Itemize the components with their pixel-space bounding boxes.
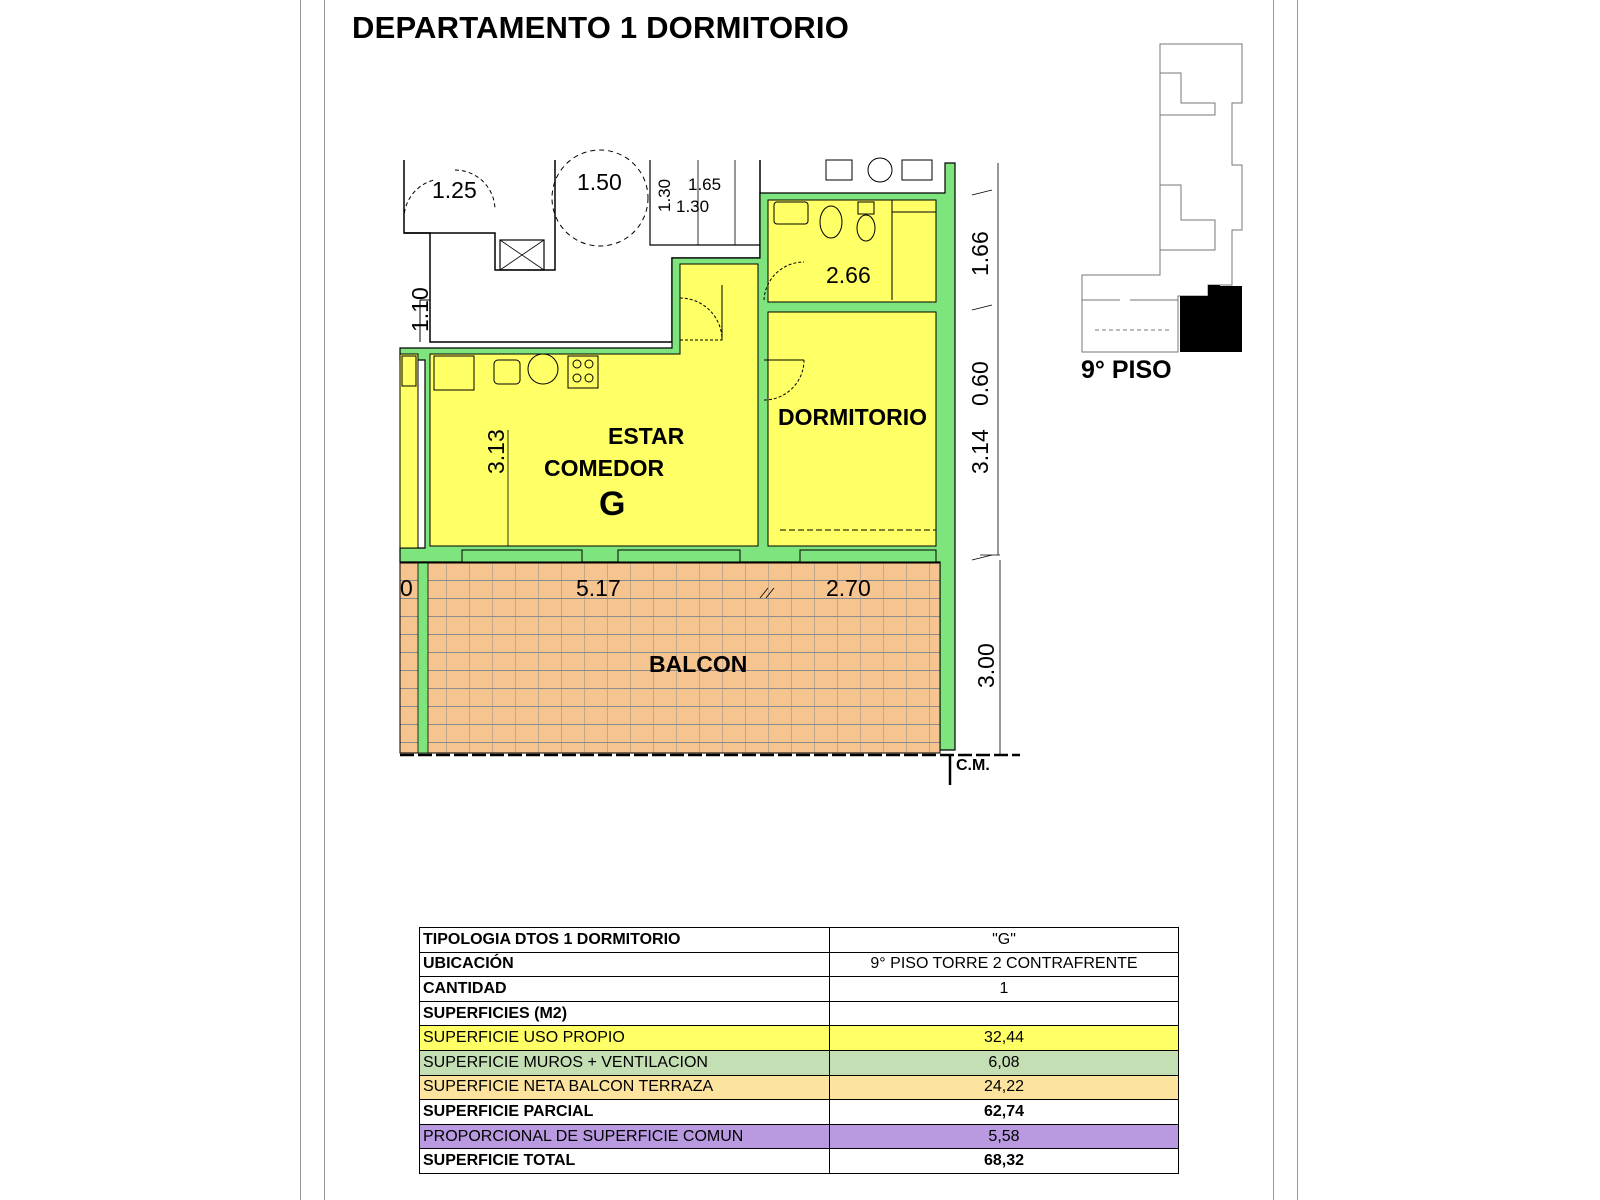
dim-balcon-2: 2.70: [826, 575, 871, 601]
dim-left-1: 1.10: [407, 287, 433, 332]
table-row: [420, 952, 1179, 977]
row-label: SUPERFICIE MUROS + VENTILACION: [420, 1050, 830, 1075]
row-value: 62,74: [830, 1100, 1179, 1125]
dim-top-2: 1.50: [577, 169, 622, 195]
room-label-estar: ESTAR: [608, 423, 685, 449]
dim-balcon-1: 5.17: [576, 575, 621, 601]
row-value: 1: [830, 977, 1179, 1002]
room-label-balcon: BALCON: [649, 651, 748, 677]
row-value: 6,08: [830, 1050, 1179, 1075]
dim-right-3: 3.14: [967, 429, 993, 474]
key-plan-highlight: [1180, 285, 1242, 352]
bano-area-label: 2.66: [826, 262, 871, 288]
table-row: [420, 1124, 1179, 1149]
row-label: TIPOLOGIA DTOS 1 DORMITORIO: [420, 928, 830, 953]
dim-top-3: 1.30: [655, 178, 674, 212]
row-label: PROPORCIONAL DE SUPERFICIE COMUN: [420, 1124, 830, 1149]
surface-table: [419, 927, 1179, 1174]
dim-right-2: 0.60: [967, 361, 993, 406]
cm-label: C.M.: [956, 757, 990, 774]
row-value: [830, 1001, 1179, 1026]
row-label: SUPERFICIE PARCIAL: [420, 1100, 830, 1125]
room-label-comedor: COMEDOR: [544, 455, 665, 481]
dim-estar-height: 3.13: [483, 429, 509, 474]
dim-right-4: 3.00: [973, 643, 999, 688]
row-label: SUPERFICIE TOTAL: [420, 1149, 830, 1174]
table-row: [420, 1075, 1179, 1100]
table-row: [420, 928, 1179, 953]
windows: [462, 550, 936, 562]
row-value: 68,32: [830, 1149, 1179, 1174]
row-value: 5,58: [830, 1124, 1179, 1149]
table-row: [420, 1050, 1179, 1075]
page-title: DEPARTAMENTO 1 DORMITORIO: [352, 10, 850, 45]
table-row: [420, 1100, 1179, 1125]
dim-top-1: 1.25: [432, 177, 477, 203]
row-value: "G": [830, 928, 1179, 953]
dim-top-4: 1.65: [688, 175, 722, 194]
room-label-dormitorio: DORMITORIO: [778, 404, 928, 430]
table-row: [420, 977, 1179, 1002]
key-plan-label: 9° PISO: [1081, 356, 1172, 384]
dim-right-1: 1.66: [967, 231, 993, 276]
row-label: SUPERFICIE USO PROPIO: [420, 1026, 830, 1051]
dim-top-5: 1.30: [676, 197, 710, 216]
row-value: 32,44: [830, 1026, 1179, 1051]
row-label: UBICACIÓN: [420, 952, 830, 977]
row-value: 24,22: [830, 1075, 1179, 1100]
row-label: SUPERFICIES (M2): [420, 1001, 830, 1026]
table-row: [420, 1001, 1179, 1026]
dim-balcon-cut: 0: [400, 575, 413, 601]
row-value: 9° PISO TORRE 2 CONTRAFRENTE: [830, 952, 1179, 977]
rooms: [400, 200, 936, 548]
unit-letter: G: [599, 485, 626, 523]
row-label: SUPERFICIE NETA BALCON TERRAZA: [420, 1075, 830, 1100]
row-label: CANTIDAD: [420, 977, 830, 1002]
table-row: [420, 1149, 1179, 1174]
table-row: [420, 1026, 1179, 1051]
